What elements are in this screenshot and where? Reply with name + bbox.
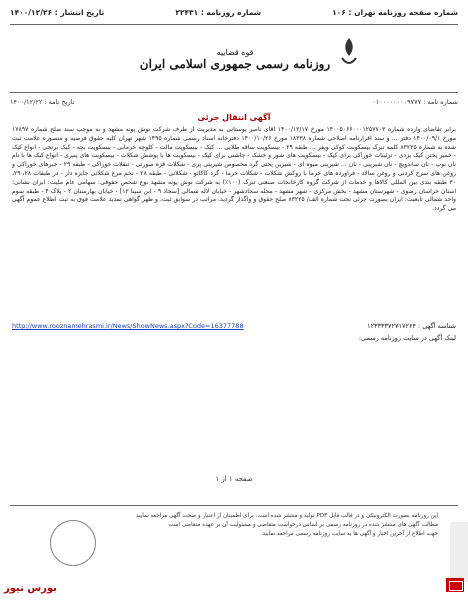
side-decoration (450, 522, 468, 582)
publish-date: تاریخ انتشار : ۱۴۰۰/۱۲/۲۶ (10, 8, 105, 17)
footer-line-2: مطالب آگهی های منتشر شده در روزنامه رسمی بر اساس درخواست متقاضی و مسئولیت آن بر عهده متقاضی است (168, 522, 438, 528)
notice-body: برابر تقاضای وارده شماره ۱۴۰۰۵۰۶۶۰۰۰۱۲۵۷۷۰۳ مورخ ۱۴۰۰/۱۲/۱۷ آقای ناصر بوستانی به مدیریت از طرف شرکت نوش پونه مشهد و به موجب سند صلح شماره ۱۷۸۹۷ مورخ ۱۴۰۰/۰۹/۱ دفتر ... و سند اقرارنامه اصلاحی شماره ۱۸۳۳۸ مورخ ۱۴۰۰/۱۰/۲۶ دفترخانه اسناد رسمی شماره ۱۴۹۵ شهر تهران کلیه حقوق فرضیه و متصوره علامت ثبت شده به شماره ۸۳۲۲۵ کلمه تبرک بیسکویت کوکی ویفر ... طبقه ۲۹ - بیسکویت ساقه طلایی ... کیک - بیسکویت مالت - کلوچه خرمایی - بیسکویت بچه - کیک برنجی - انواع کیک - خمیر پختن کیک یزدی - تزئینات خوراکی برای کیک - بیسکویت های شور و خشک - چاشنی برای کیک - بیسکویت ها با پوشش شکلات - بیسکویت های پنیری - انواع کیک ها با نام نان نوپ - نان ساندویچ - نان شیرینی - نان ... شیرینی میوه ای - شیرین پختی گرد مخصوص شیرینی پزی - شکلات قزه صورتی - تنقلات خوراکی - طبقه ۲۹ - جیرهای خوراکی و روغن های سرخ کردنی و روغن سالاد - فراورده های خرما با روکش شکلات - شکلات خرما - گرد کاکائو - شکلاتی - طبقه ۲۸ - تخم مرغ شکلاتی جایزه دار - در طبقات ۲۸، ۲۹، ۳۰ طبقه بندی بین المللی کالاها و خدمات از شرکت گروه کارخانجات صنعتی تبرک (۱۰۰٪) به شرکت نوش پونه مشهد نوع شخص حقوقی: سهامی عام ملیت: ایران نشانی: استان خراسان رضوی - شهرستان مشهد - بخش مرکزی - شهر مشهد - محله سجادشهر - خیابان لاله شمالی [سجاد ۹ - ابن سینا ۱۲] - خیابان بهارستان ۲ - پلاک ۴ - طبقه سوم واحد شمالی تابعیت: ایران بصورت جزئی تحت شماره الف/ ۸۳۲۲۵ صلح حقوق و واگذار گردید. مراتب در سوابق ثبت، و ظهر گواهی تمدید علامت فوق به ثبت اطلاع عموم آگهی می گردد. (12, 126, 456, 213)
tracking-id: شناسه آگهی : ۱۲۳۳۳۳۷۲۷۱۷۲۶۴ (367, 322, 456, 330)
link-row (12, 322, 244, 330)
pager: صفحه ۱ از ۱ (215, 475, 253, 483)
footer-line-1: این روزنامه بصورت الکترونیکی و در قالب فایل PDF تولید و منتشر شده است. برای اطمینان از اعتبار و صحت آگهی مراجعه نمایید (136, 513, 438, 519)
header-bar (10, 8, 458, 22)
notice-meta (10, 98, 458, 106)
masthead-title (140, 49, 330, 71)
notice-link[interactable]: http://www.rooznamehrasmi.ir/News/ShowNews.aspx?Code=16377788 (12, 322, 244, 330)
footer-divider (10, 505, 458, 506)
letter-date: تاریخ نامه : ۱۴۰۰/۱۲/۲۲ (10, 98, 75, 106)
link-label: لینک آگهی در سایت روزنامه رسمی: (358, 334, 456, 342)
emblem-icon (336, 36, 362, 70)
watermark-icon (446, 578, 464, 592)
footer-line-3: جهت اطلاع از آخرین اخبار و آگهی ها به سایت روزنامه رسمی مراجعه نمایید (262, 531, 438, 537)
page-info: شماره صفحه روزنامه تهران : ۱۰۶ (332, 8, 458, 17)
notice-title: آگهی انتقال جزئی (197, 113, 271, 122)
notice-number: شماره نامه : ۰۱۰۰۰۰۰۰۰۰۹۷۷۷ (372, 98, 458, 106)
masthead (120, 30, 350, 90)
masthead-name: روزنامه رسمی جمهوری اسلامی ایران (139, 56, 331, 71)
issue-number: شماره روزنامه : ۲۲۴۳۱ (175, 8, 262, 17)
masthead-divider (10, 92, 458, 93)
watermark-logo: بورس نیوز (4, 583, 57, 594)
footer (26, 512, 438, 592)
header-divider (10, 24, 458, 25)
masthead-subtitle: قوه قضاییه (216, 48, 254, 57)
